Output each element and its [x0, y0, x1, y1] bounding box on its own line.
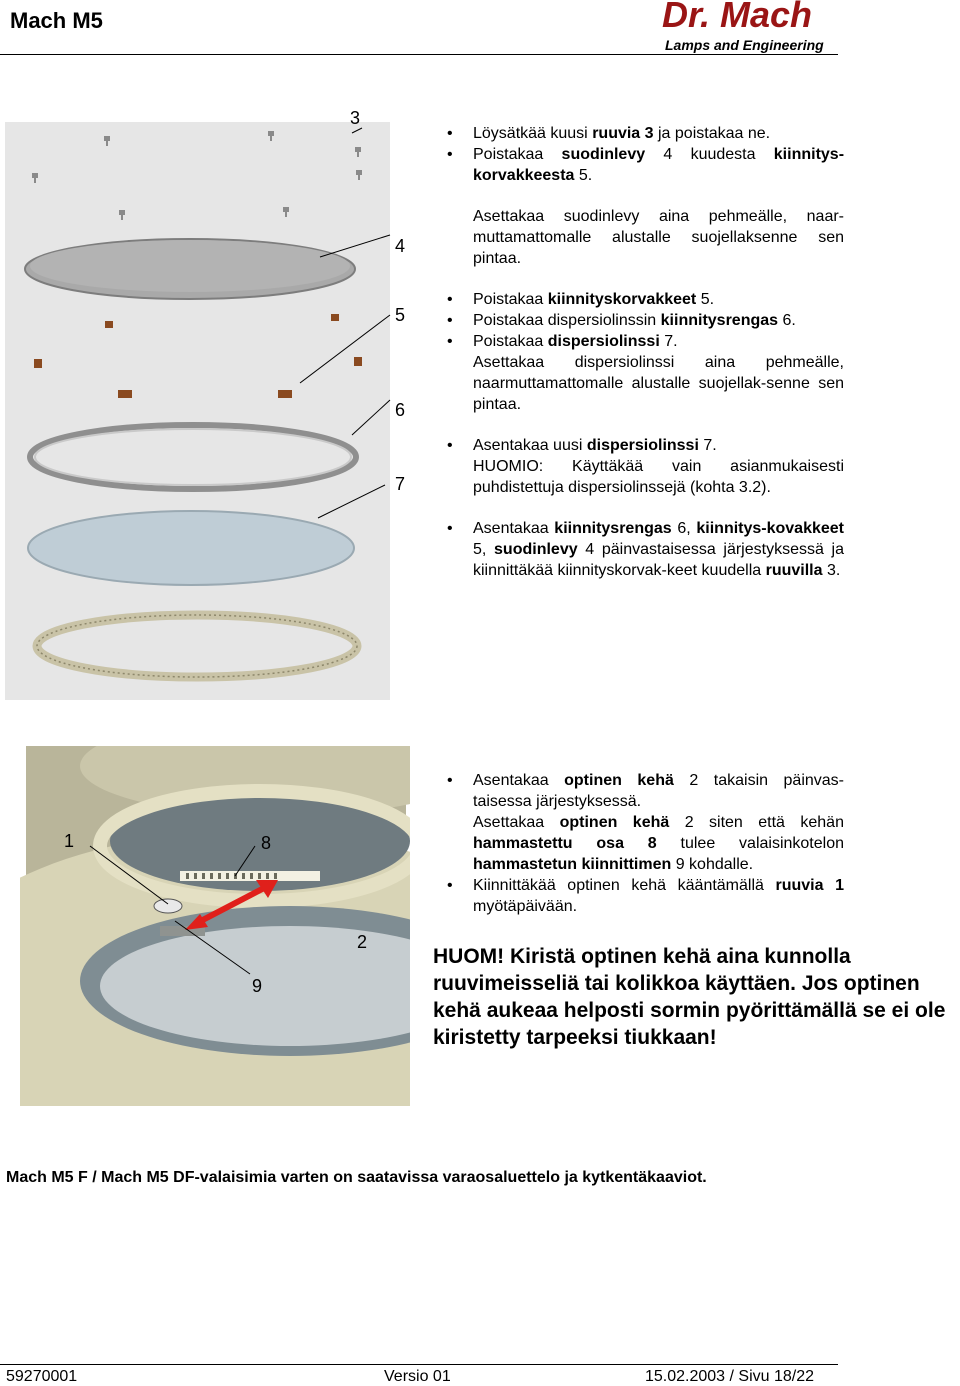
instruction-text: suodinlevy [561, 146, 646, 163]
instruction-text: kiinnitysrengas [660, 312, 779, 329]
screw-head [154, 899, 182, 913]
header-divider [0, 54, 838, 55]
instruction-text: kiinnityskorvakkeet [547, 291, 697, 308]
footer-divider [0, 1364, 838, 1365]
instruction-text: Poistakaa [473, 146, 562, 163]
instruction-text: 4 kuudesta [645, 146, 774, 163]
callout-7: 7 [395, 474, 406, 494]
instruction-text: 2 siten että kehän [669, 814, 844, 831]
instruction-text: Poistakaa dispersiolinssin [473, 312, 661, 329]
callout-5: 5 [395, 305, 406, 325]
brand-subtitle: Lamps and Engineering [665, 37, 824, 53]
instruction-text: Asentakaa [473, 772, 565, 789]
instruction-item [443, 518, 844, 581]
header-title: Mach M5 [10, 8, 103, 33]
instruction-text: Poistakaa [473, 291, 548, 308]
callout-8: 8 [261, 833, 272, 853]
date-page: 15.02.2003 / Sivu 18/22 [645, 1368, 815, 1385]
instruction-text: ruuvia 3 [592, 125, 654, 142]
instruction-text: optinen kehä [559, 814, 670, 831]
instruction-text: optinen kehä [564, 772, 674, 789]
instruction-text: Poistakaa [473, 333, 548, 350]
instruction-text: 2 takaisin päinvas-taisessa järjestyksessä. [473, 772, 845, 810]
assembly-instructions [443, 770, 844, 917]
parts-list-note: Mach M5 F / Mach M5 DF-valaisimia varten on saatavissa varaosaluettelo ja kytkentäkaaviot. [6, 1169, 707, 1186]
instruction-item [443, 123, 844, 144]
instruction-item [443, 206, 844, 269]
instruction-text: 4 päinvastaisessa järjestyksessä ja kiinnittäkää kiinnityskorvak-keet kuudella [473, 541, 844, 579]
instruction-text: 5, [473, 541, 495, 558]
instruction-item [443, 331, 844, 352]
callout-4: 4 [395, 236, 406, 256]
paragraph-gap [443, 269, 844, 289]
warning-text: HUOM! Kiristä optinen kehä aina kunnolla ruuvimeisseliä tai kolikkoa käyttäen. Jos optinen kehä aukeaa helposti sormin pyörittämällä se ei ole kiristetty tarpeeksi tiukkaan! [433, 945, 946, 1049]
instruction-text: kiinnitysrengas [554, 520, 672, 537]
callout-3: 3 [350, 108, 361, 128]
callout-9: 9 [252, 976, 263, 996]
instruction-item [443, 435, 844, 456]
instruction-item [443, 456, 844, 498]
instruction-text: hammastettu osa 8 [473, 835, 657, 852]
callout-1: 1 [64, 831, 75, 851]
disassembly-instructions [443, 123, 844, 581]
instruction-text: Asettakaa dispersiolinssi aina pehmeälle, naarmuttamattomalle alustalle suojellak-senne sen pintaa. [473, 354, 844, 413]
instruction-text: Asettakaa [473, 814, 560, 831]
instruction-text: suodinlevy [494, 541, 578, 558]
instruction-item [443, 144, 844, 186]
instruction-text: HUOMIO: Käyttäkää vain asianmukaisesti puhdistettuja dispersiolinssejä (kohta 3.2). [473, 458, 844, 496]
instruction-item [443, 352, 844, 415]
instruction-text: myötäpäivään. [473, 898, 578, 915]
instruction-text: hammastetun kiinnittimen [473, 856, 672, 873]
instruction-item [443, 770, 844, 812]
instruction-item [443, 812, 844, 875]
instruction-text: Kiinnittäkää optinen kehä kääntämällä [473, 877, 776, 894]
exploded-view-figure [0, 100, 420, 710]
instruction-text: 6, [671, 520, 697, 537]
instruction-text: 5. [696, 291, 715, 308]
paragraph-gap [443, 415, 844, 435]
instruction-text: kiinnitys-kovakkeet [696, 520, 844, 537]
instruction-text: 6. [778, 312, 796, 329]
instruction-text: 7. [659, 333, 678, 350]
instruction-text: ja poistakaa ne. [653, 125, 771, 142]
doc-number: 59270001 [6, 1368, 78, 1385]
instruction-text: kiinnitys-korvakkeesta [473, 146, 845, 184]
callout-6: 6 [395, 400, 406, 420]
instruction-text: ruuvilla [765, 562, 823, 579]
brand-logo: Dr. Mach [662, 0, 813, 35]
instruction-text: 9 kohdalle. [671, 856, 754, 873]
instruction-item [443, 289, 844, 310]
version: Versio 01 [384, 1368, 451, 1385]
optical-ring-figure [20, 746, 410, 1106]
instruction-text: Asettakaa suodinlevy aina pehmeälle, naar-muttamattomalle alustalle suojellaksenne sen pintaa. [473, 208, 844, 267]
dispersion-lens [28, 511, 354, 585]
instruction-text: dispersiolinssi [547, 333, 660, 350]
callout-2: 2 [357, 932, 368, 952]
instruction-text: Asentakaa uusi [473, 437, 587, 454]
instruction-text: tulee valaisinkotelon [656, 835, 844, 852]
paragraph-gap [443, 186, 844, 206]
instruction-text: dispersiolinssi [586, 437, 699, 454]
instruction-text: Löysätkää kuusi [473, 125, 593, 142]
instruction-text: 3. [822, 562, 841, 579]
instruction-text: 7. [698, 437, 717, 454]
instruction-text: Asentakaa [473, 520, 555, 537]
paragraph-gap [443, 498, 844, 518]
instruction-item [443, 875, 844, 917]
instruction-item [443, 310, 844, 331]
instruction-text: 5. [574, 167, 593, 184]
instruction-text: ruuvia 1 [775, 877, 844, 894]
